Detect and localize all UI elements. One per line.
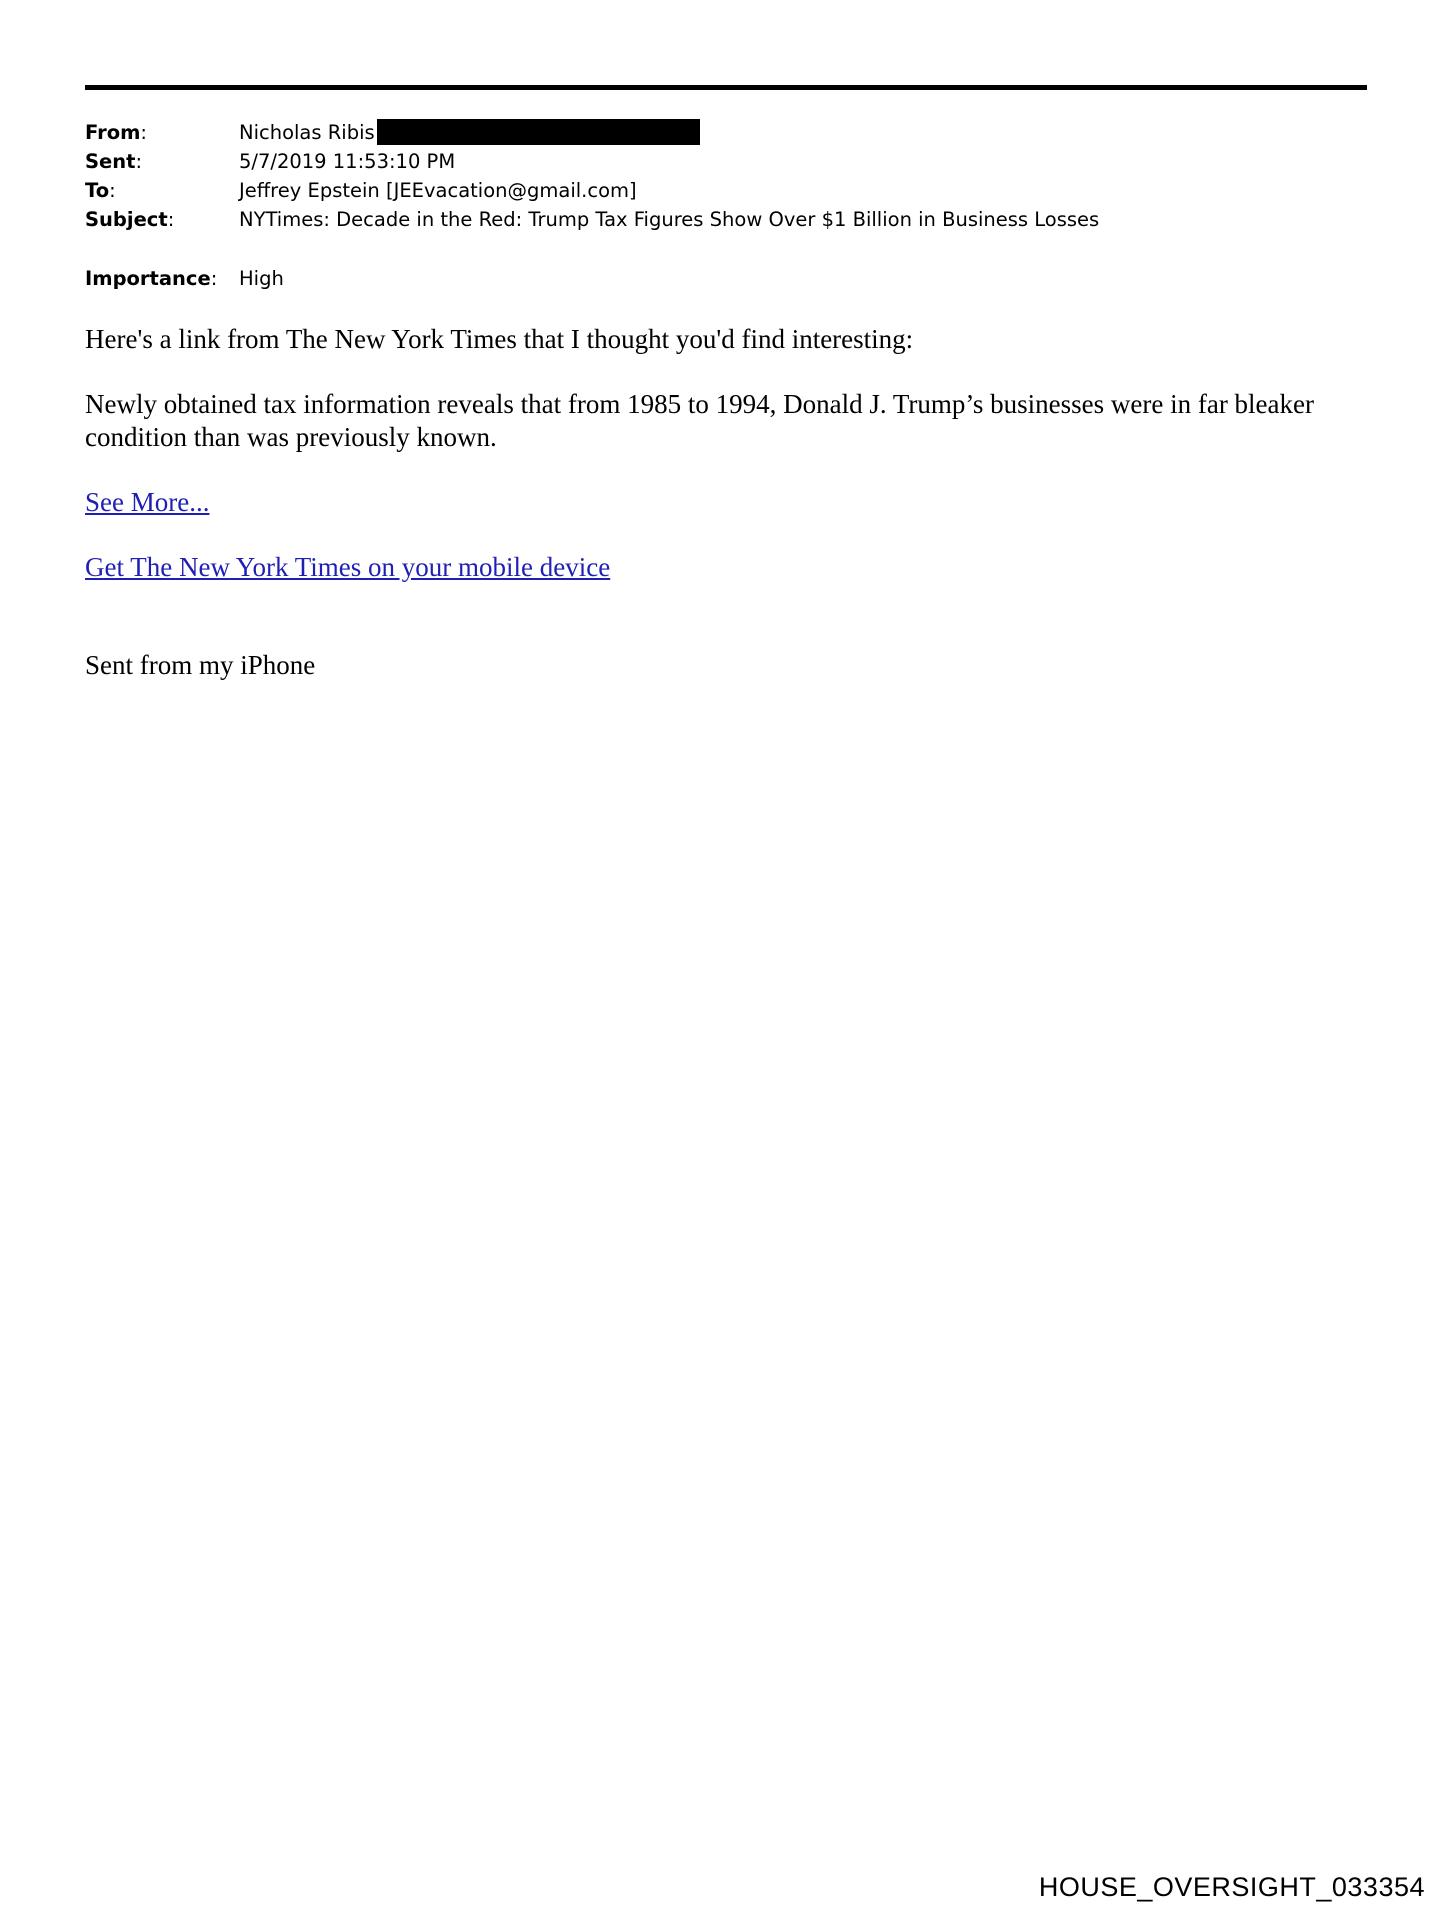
from-value: Nicholas Ribis: [239, 121, 375, 144]
email-header: [85, 118, 1099, 293]
importance-label: Importance:: [85, 267, 218, 290]
subject-label: Subject:: [85, 208, 175, 231]
to-label: To:: [85, 179, 116, 202]
signature: Sent from my iPhone: [85, 650, 316, 680]
mobile-paragraph: [85, 551, 610, 584]
see-more-link[interactable]: See More...: [85, 487, 210, 517]
bates-number: HOUSE_OVERSIGHT_033354: [1038, 1872, 1425, 1902]
subject-value: NYTimes: Decade in the Red: Trump Tax Figures Show Over $1 Billion in Business Losses: [239, 208, 1100, 231]
subject-row: [85, 205, 1099, 234]
importance-row: [85, 264, 1099, 293]
sent-value: 5/7/2019 11:53:10 PM: [239, 150, 456, 173]
header-divider: [85, 85, 1367, 90]
sent-label: Sent:: [85, 150, 143, 173]
importance-value: High: [239, 267, 284, 290]
article-summary: Newly obtained tax information reveals that from 1985 to 1994, Donald J. Trump’s businesses were in far bleaker condition than was previously known.: [85, 389, 1315, 452]
intro-text: Here's a link from The New York Times that I thought you'd find interesting:: [85, 324, 914, 354]
redaction-block: [377, 119, 700, 145]
from-row: [85, 118, 1099, 147]
sent-row: [85, 147, 1099, 176]
to-row: [85, 176, 1099, 205]
mobile-app-link[interactable]: Get The New York Times on your mobile device: [85, 552, 611, 582]
see-more-paragraph: [85, 486, 209, 519]
from-label: From:: [85, 121, 147, 144]
to-value: Jeffrey Epstein [JEEvacation@gmail.com]: [239, 179, 637, 202]
